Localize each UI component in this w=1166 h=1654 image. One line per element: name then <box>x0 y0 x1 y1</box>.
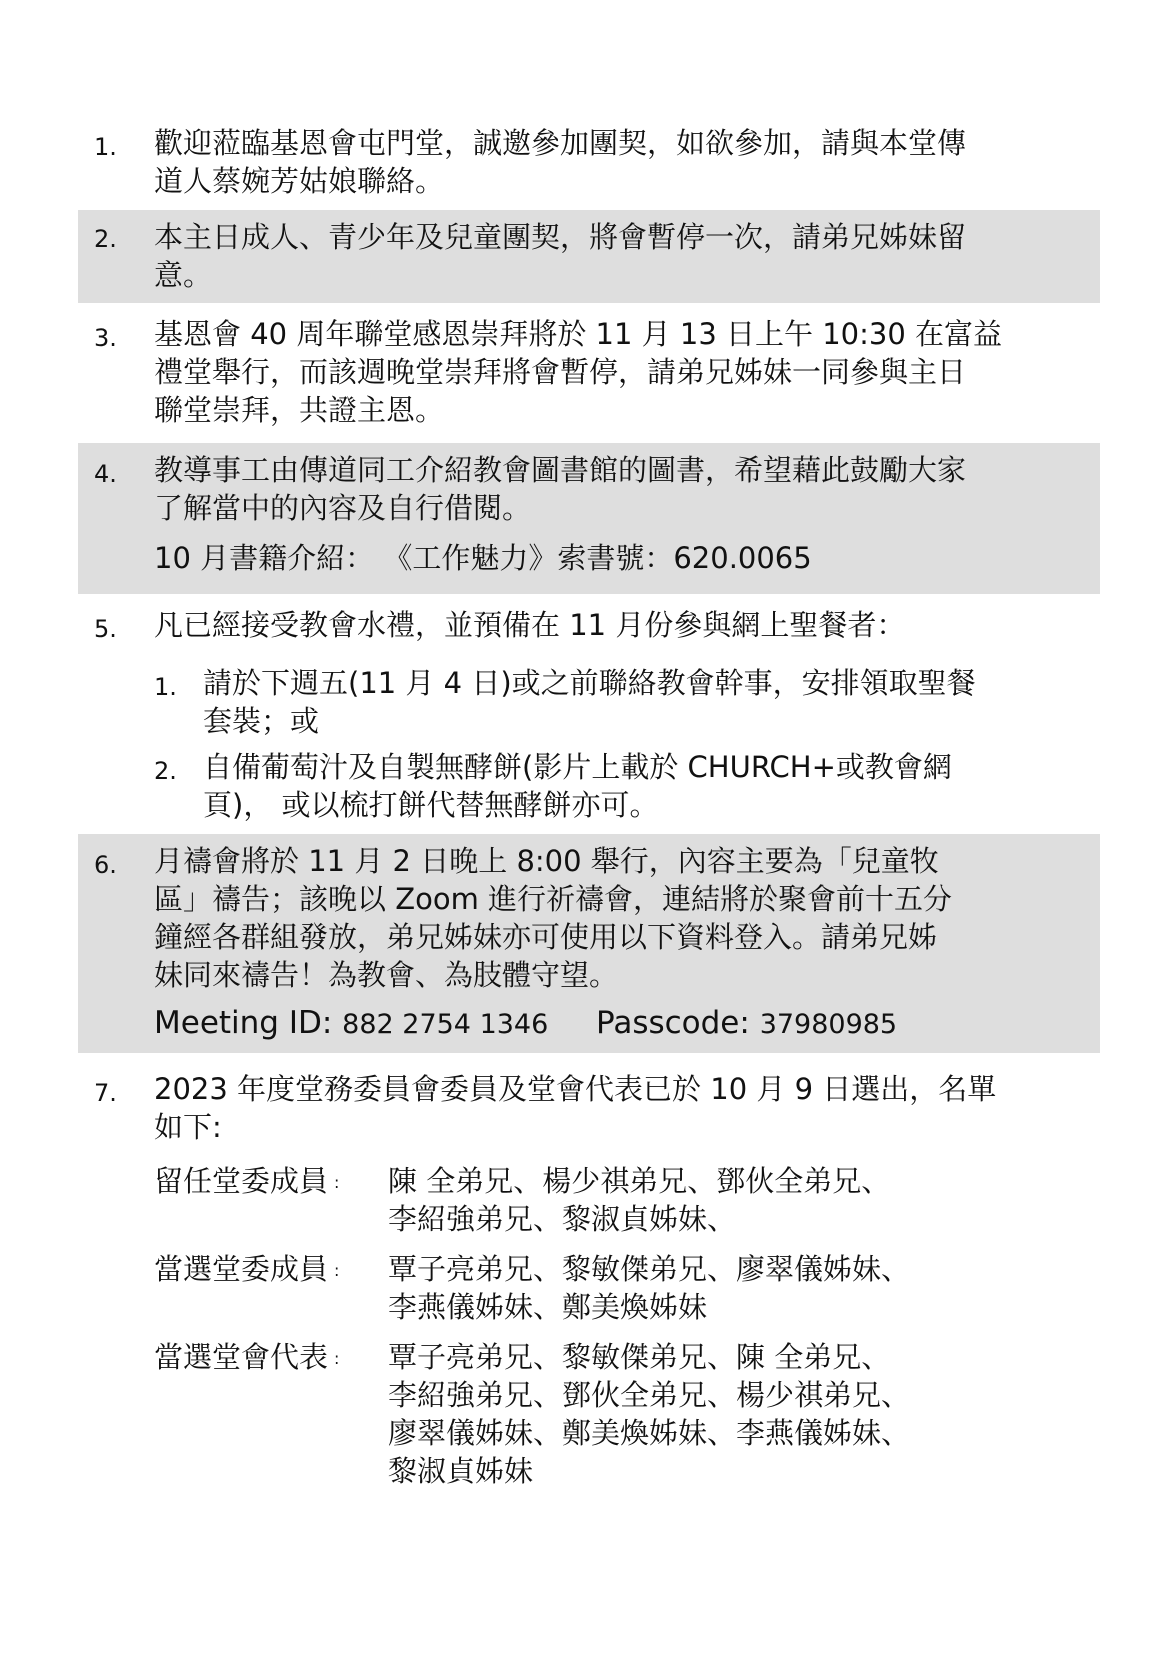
item-line: 凡已經接受教會水禮，並預備在 11 月份參與網上聖餐者： <box>154 608 906 642</box>
group-label <box>154 1162 384 1202</box>
item-number: 5. <box>94 615 117 643</box>
item-line: 月禱會將於 11 月 2 日晚上 8:00 舉行，內容主要為「兒童牧 <box>154 844 939 878</box>
names-line: 李紹強弟兄、黎淑貞姊妹、 <box>388 1202 737 1236</box>
item-text <box>154 218 1088 294</box>
item-number: 3. <box>94 324 117 352</box>
names-line: 李燕儀姊妹、鄭美煥姊妹 <box>388 1290 708 1324</box>
meeting-id-label: Meeting ID: <box>154 1005 333 1041</box>
names-line: 覃子亮弟兄、黎敏傑弟兄、陳 全弟兄、 <box>388 1340 891 1374</box>
item-text <box>154 842 1088 1044</box>
names-line: 陳 全弟兄、楊少祺弟兄、鄧伙全弟兄、 <box>388 1164 891 1198</box>
item-number: 4. <box>94 460 117 488</box>
item-line: 頁)， 或以梳打餅代替無酵餅亦可。 <box>203 788 659 822</box>
item-line: 教導事工由傳道同工介紹教會圖書館的圖書，希望藉此鼓勵大家 <box>154 453 967 487</box>
item-line: 道人蔡婉芳姑娘聯絡。 <box>154 164 445 198</box>
item-line: 自備葡萄汁及自製無酵餅(影片上載於 CHURCH+或教會網 <box>203 750 952 784</box>
item-number: 6. <box>94 851 117 879</box>
names-line: 黎淑貞姊妹 <box>388 1454 534 1488</box>
group-label-text: 當選堂委成員 <box>154 1252 329 1286</box>
announcement-item-5 <box>78 606 1100 822</box>
sub-item-text <box>203 748 1093 824</box>
sub-item-text <box>203 664 1093 740</box>
announcement-item-6 <box>78 834 1100 1053</box>
item-text <box>154 1070 1088 1146</box>
item-line: 2023 年度堂務委員會委員及堂會代表已於 10 月 9 日選出，名單 <box>154 1072 997 1106</box>
group-colon: : <box>334 1349 340 1368</box>
item-line: 區」禱告；該晚以 Zoom 進行祈禱會，連結將於聚會前十五分 <box>154 882 953 916</box>
item-text <box>154 451 1088 577</box>
item-line: 聯堂崇拜，共證主恩。 <box>154 393 445 427</box>
group-label-text: 當選堂會代表 <box>154 1340 329 1374</box>
item-text <box>154 606 1088 644</box>
item-number: 2. <box>94 225 117 253</box>
sub-item-number: 2. <box>154 757 177 785</box>
item-line: 請於下週五(11 月 4 日)或之前聯絡教會幹事，安排領取聖餐 <box>203 666 976 700</box>
item-line: 套裝；或 <box>203 704 320 738</box>
announcement-item-4 <box>78 443 1100 594</box>
group-names <box>388 1338 1088 1490</box>
item-line: 本主日成人、青少年及兒童團契，將會暫停一次，請弟兄姊妹留 <box>154 220 967 254</box>
announcement-item-2 <box>78 210 1100 303</box>
announcement-item-7 <box>78 1070 1100 1490</box>
item-line: 禮堂舉行，而該週晚堂崇拜將會暫停，請弟兄姊妹一同參與主日 <box>154 355 967 389</box>
item-number: 1. <box>94 133 117 161</box>
announcement-item-1 <box>78 124 1100 202</box>
group-label <box>154 1338 384 1378</box>
item-line: 基恩會 40 周年聯堂感恩崇拜將於 11 月 13 日上午 10:30 在富益 <box>154 317 1003 351</box>
item-line: 鐘經各群組發放，弟兄姊妹亦可使用以下資料登入。請弟兄姊 <box>154 920 938 954</box>
group-names <box>388 1250 1088 1326</box>
group-label-text: 留任堂委成員 <box>154 1164 329 1198</box>
names-line: 廖翠儀姊妹、鄭美煥姊妹、李燕儀姊妹、 <box>388 1416 911 1450</box>
meeting-info <box>154 1004 1088 1044</box>
sub-item-number: 1. <box>154 673 177 701</box>
group-names <box>388 1162 1088 1238</box>
item-line: 妹同來禱告！為教會、為肢體守望。 <box>154 958 619 992</box>
item-text <box>154 124 1088 200</box>
book-introduction: 10 月書籍介紹： 《工作魅力》索書號：620.0065 <box>154 541 812 575</box>
item-line: 了解當中的內容及自行借閱。 <box>154 491 532 525</box>
group-colon: : <box>334 1261 340 1280</box>
passcode-label: Passcode: <box>596 1005 750 1041</box>
meeting-id: 882 2754 1346 <box>342 1009 549 1040</box>
group-label <box>154 1250 384 1290</box>
names-line: 李紹強弟兄、鄧伙全弟兄、楊少祺弟兄、 <box>388 1378 911 1412</box>
item-line: 歡迎蒞臨基恩會屯門堂，誠邀參加團契，如欲參加，請與本堂傳 <box>154 126 967 160</box>
group-colon: : <box>334 1173 340 1192</box>
passcode: 37980985 <box>759 1009 898 1040</box>
item-line: 如下: <box>154 1110 222 1144</box>
item-text <box>154 315 1088 429</box>
item-number: 7. <box>94 1079 117 1107</box>
names-line: 覃子亮弟兄、黎敏傑弟兄、廖翠儀姊妹、 <box>388 1252 911 1286</box>
item-line: 意。 <box>154 258 213 292</box>
announcement-item-3 <box>78 315 1100 433</box>
